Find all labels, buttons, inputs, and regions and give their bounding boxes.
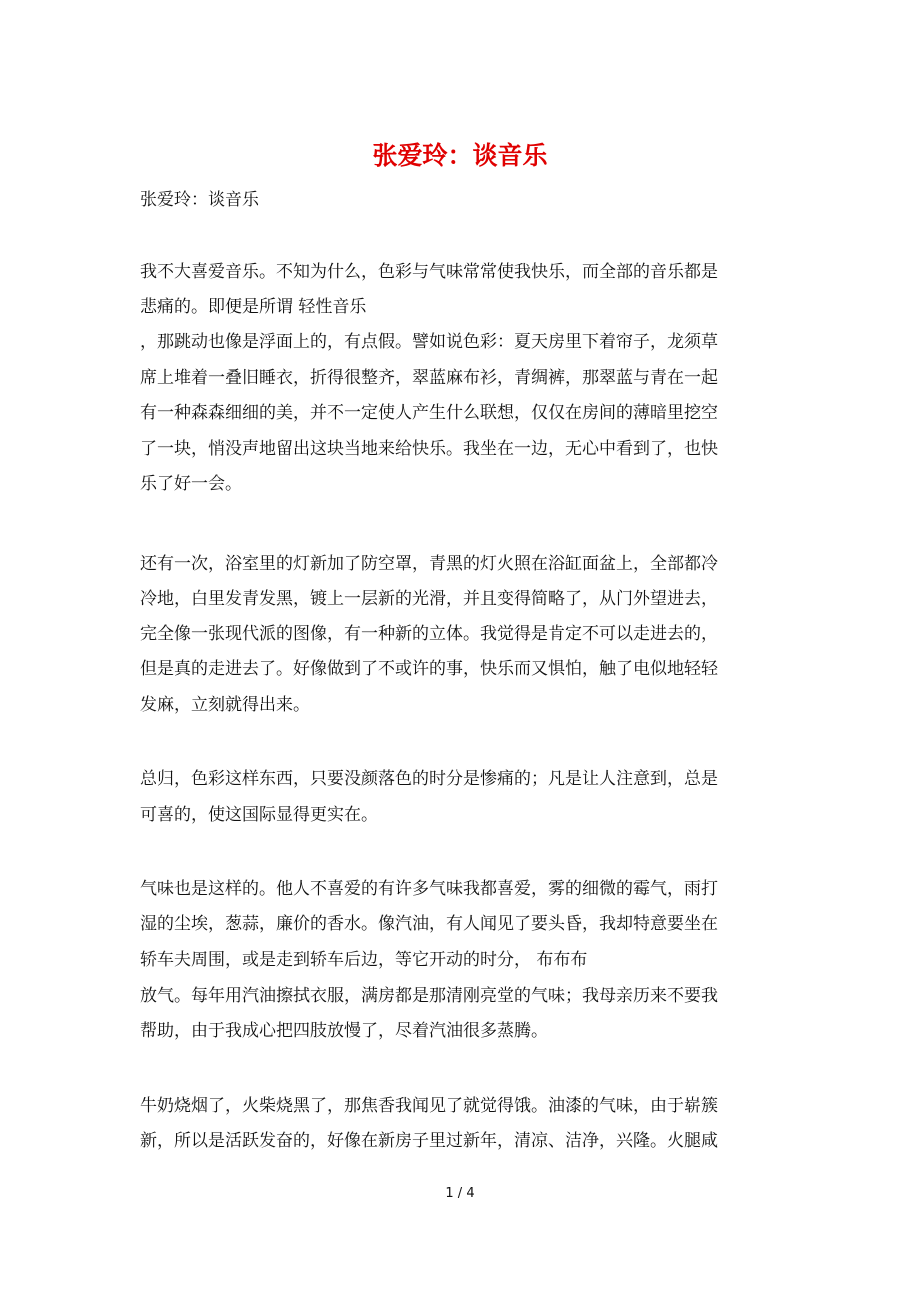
text-line: 席上堆着一叠旧睡衣，折得很整齐，翠蓝麻布衫，青绸裤，那翠蓝与青在一起 [140,368,718,388]
text-line: 牛奶烧烟了，火柴烧黑了，那焦香我闻见了就觉得饿。油漆的气味，由于崭簇 [140,1096,718,1116]
text-line: 新，所以是活跃发奋的，好像在新房子里过新年，清凉、洁净，兴隆。火腿咸 [140,1131,718,1151]
text-line: 我不大喜爱音乐。不知为什么，色彩与气味常常使我快乐，而全部的音乐都是 [140,262,718,282]
text-line: 总归，色彩这样东西，只要没颜落色的时分是惨痛的；凡是让人注意到，总是 [140,769,718,789]
text-line: 完全像一张现代派的图像，有一种新的立体。我觉得是肯定不可以走进去的， [140,624,718,644]
text-line: 冷地，白里发青发黑，镀上一层新的光滑，并且变得简略了，从门外望进去， [140,589,718,609]
document-title: 张爱玲：谈音乐 [372,141,548,170]
document-subtitle: 张爱玲：谈音乐 [140,190,259,210]
text-line: 帮助，由于我成心把四肢放慢了，尽着汽油很多蒸腾。 [140,1021,548,1041]
text-line: 可喜的，使这国际显得更实在。 [140,805,378,825]
text-line: 还有一次，浴室里的灯新加了防空罩，青黑的灯火照在浴缸面盆上，全部都冷 [140,554,718,574]
text-line: ，那跳动也像是浮面上的，有点假。譬如说色彩：夏天房里下着帘子，龙须草 [140,332,718,352]
page-number: 1 / 4 [445,1186,475,1201]
text-line: 气味也是这样的。他人不喜爱的有许多气味我都喜爱，雾的细微的霉气，雨打 [140,879,718,899]
text-line: 但是真的走进去了。好像做到了不或许的事，快乐而又惧怕，触了电似地轻轻 [140,659,718,679]
text-line: 湿的尘埃，葱蒜，廉价的香水。像汽油，有人闻见了要头昏，我却特意要坐在 [140,914,718,934]
text-line: 轿车夫周围，或是走到轿车后边，等它开动的时分， 布布布 [140,950,588,970]
text-line: 有一种森森细细的美，并不一定使人产生什么联想，仅仅在房间的薄暗里挖空 [140,403,718,423]
text-line: 乐了好一会。 [140,474,242,494]
text-line: 放气。每年用汽油擦拭衣服，满房都是那清刚亮堂的气味；我母亲历来不要我 [140,986,718,1006]
text-line: 了一块，悄没声地留出这块当地来给快乐。我坐在一边，无心中看到了，也快 [140,439,718,459]
text-line: 悲痛的。即便是所谓 轻性音乐 [140,297,367,317]
text-line: 发麻，立刻就得出来。 [140,695,310,715]
